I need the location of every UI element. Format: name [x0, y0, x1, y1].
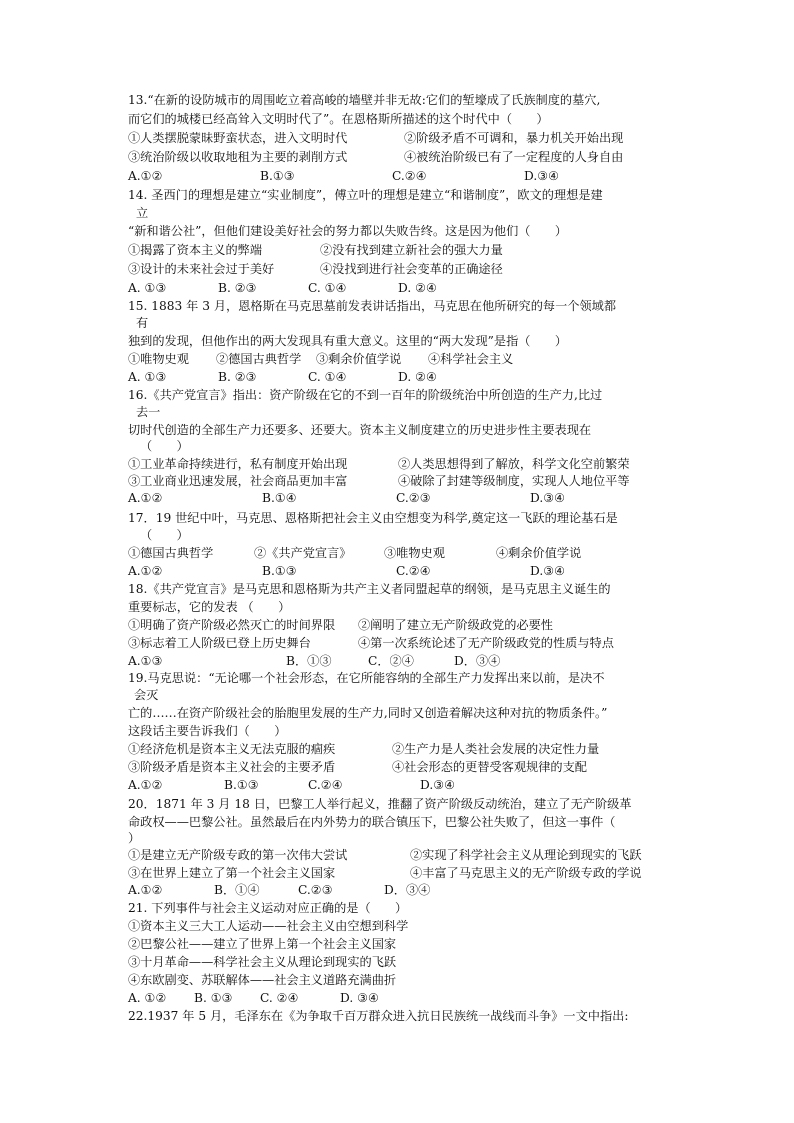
q19-choice-c: C.②④	[308, 778, 343, 792]
q13-item-2: ②阶级矛盾不可调和，暴力机关开始出现	[404, 131, 624, 145]
q18-item-2: ②阐明了建立无产阶级政党的必要性	[358, 618, 553, 632]
q19-items-row-2	[128, 758, 587, 776]
q13-stem-line-1: 13.“在新的设防城市的周围屹立着高峻的墙壁并非无故:它们的堑壕成了氏族制度的墓穴,	[128, 93, 601, 107]
q15-items-row	[128, 350, 513, 368]
q13-item-3: ③统治阶级以收取地租为主要的剥削方式	[128, 150, 348, 164]
q19-item-3: ③阶级矛盾是资本主义社会的主要矛盾	[128, 760, 336, 774]
q18-choice-d: D．③④	[454, 654, 501, 668]
q19-stem-line-2: 会灭	[134, 688, 159, 702]
q19-item-4: ④社会形态的更替受客观规律的支配	[392, 760, 587, 774]
q21-choices	[128, 989, 379, 1007]
q20-item-1: ①是建立无产阶级专政的第一次伟大尝试	[128, 848, 348, 862]
q20-choices	[128, 881, 430, 899]
q17-choice-d: D.③④	[530, 564, 566, 578]
q15-item-1: ①唯物史观	[128, 352, 189, 366]
q14-choice-b: B. ②③	[218, 281, 257, 295]
q19-choice-d: D.③④	[420, 778, 456, 792]
q15-stem-line-1: 15. 1883 年 3 月，恩格斯在马克思墓前发表讲话指出，马克思在他所研究的每一个领域都	[128, 299, 617, 313]
q17-choice-b: B.①③	[262, 564, 297, 578]
q20-items-row-2	[128, 864, 642, 882]
q14-item-4: ④没找到进行社会变革的正确途径	[320, 262, 503, 276]
q15-choices	[128, 368, 437, 386]
q18-choice-c: C．②④	[368, 654, 414, 668]
q21-item-4: ④东欧剧变、苏联解体——社会主义道路充满曲折	[128, 973, 397, 987]
q14-stem-line-3: “新和谐公社”，但他们建设美好社会的努力都以失败告终。这是因为他们（ ）	[128, 224, 568, 238]
q16-stem-line-4: （ ）	[140, 439, 189, 453]
q17-stem-line-1: 17．19 世纪中叶，马克思、恩格斯把社会主义由空想变为科学,奠定这一飞跃的理论基石是	[128, 511, 618, 525]
q16-choice-d: D.③④	[530, 491, 566, 505]
q17-item-3: ③唯物史观	[384, 546, 445, 560]
q17-stem-line-2: （ ）	[140, 528, 189, 542]
q19-choice-b: B.①③	[224, 778, 259, 792]
q16-stem-line-2: 去一	[136, 405, 161, 419]
q19-stem-line-1: 19.马克思说：“无论哪一个社会形态，在它所能容纳的全部生产力发挥出来以前，是决不	[128, 671, 605, 685]
q14-item-2: ②没有找到建立新社会的强大力量	[320, 243, 503, 257]
q18-items-row-1	[128, 616, 553, 634]
q14-stem-line-2: 立	[136, 206, 149, 220]
q15-choice-c: C. ①④	[308, 370, 347, 384]
q14-item-3: ③设计的未来社会过于美好	[128, 262, 275, 276]
q18-items-row-2	[128, 634, 614, 652]
q13-item-4: ④被统治阶级已有了一定程度的人身自由	[404, 150, 624, 164]
q22-stem-line-1: 22.1937 年 5 月，毛泽东在《为争取千百万群众进入抗日民族统一战线而斗争》一文中指出:	[128, 1009, 629, 1023]
q15-choice-a: A. ①③	[128, 370, 167, 384]
q19-choices	[128, 776, 455, 794]
q16-choice-a: A.①②	[128, 491, 163, 505]
q20-choice-c: C.②③	[298, 883, 333, 897]
q17-choice-a: A.①②	[128, 564, 163, 578]
q15-item-3: ③剩余价值学说	[316, 352, 402, 366]
q20-items-row-1	[128, 846, 642, 864]
q13-item-1: ①人类摆脱蒙昧野蛮状态，进入文明时代	[128, 131, 348, 145]
q20-item-2: ②实现了科学社会主义从理论到现实的飞跃	[410, 848, 642, 862]
q18-item-1: ①明确了资产阶级必然灭亡的时间界限	[128, 618, 336, 632]
q15-stem-line-2: 有	[136, 316, 149, 330]
q19-items-row-1	[128, 740, 599, 758]
q17-items-row	[128, 544, 581, 562]
q14-choices	[128, 279, 437, 297]
q15-choice-b: B. ②③	[218, 370, 257, 384]
q20-stem-line-2: 命政权——巴黎公社。虽然最后在内外势力的联合镇压下，巴黎公社失败了，但这一事件（	[128, 815, 616, 829]
q13-choice-a: A.①②	[128, 169, 163, 183]
q17-choices	[128, 562, 565, 580]
q20-item-4: ④丰富了马克思主义的无产阶级专政的学说	[410, 866, 642, 880]
q15-choice-d: D. ②④	[398, 370, 437, 384]
q21-choice-a: A. ①②	[128, 991, 167, 1005]
q20-choice-b: B．①④	[214, 883, 260, 897]
q13-items-row-2	[128, 148, 623, 166]
q16-stem-line-3: 切时代创造的全部生产力还要多、还要大。资本主义制度建立的历史进步性主要表现在	[128, 423, 592, 437]
q15-item-2: ②德国古典哲学	[216, 352, 302, 366]
q18-choice-a: A.①③	[128, 654, 163, 668]
q14-choice-d: D. ②④	[398, 281, 437, 295]
q20-choice-a: A.①②	[128, 883, 163, 897]
q16-choice-c: C.②③	[396, 491, 431, 505]
q19-choice-a: A.①②	[128, 778, 163, 792]
q16-item-4: ④破除了封建等级制度，实现人人地位平等	[398, 474, 630, 488]
q16-item-3: ③工业商业迅速发展，社会商品更加丰富	[128, 474, 348, 488]
q17-item-4: ④剩余价值学说	[496, 546, 582, 560]
q21-item-2: ②巴黎公社——建立了世界上第一个社会主义国家	[128, 937, 397, 951]
q21-choice-b: B. ①③	[194, 991, 233, 1005]
q14-stem-line-1: 14. 圣西门的理想是建立“实业制度”，傅立叶的理想是建立“和谐制度”，欧文的理想是建	[128, 188, 603, 202]
q18-choice-b: B．①③	[286, 654, 332, 668]
q17-choice-c: C.②④	[396, 564, 431, 578]
q13-choice-c: C.②④	[392, 169, 427, 183]
q14-items-row-1	[128, 241, 503, 259]
q16-items-row-1	[128, 455, 630, 473]
q13-stem-line-2: 而它们的城楼已经高耸入文明时代了”。在恩格斯所描述的这个时代中（ ）	[128, 112, 549, 126]
q14-item-1: ①揭露了资本主义的弊端	[128, 243, 263, 257]
q21-choice-d: D. ③④	[340, 991, 379, 1005]
q13-items-row-1	[128, 129, 623, 147]
q18-item-4: ④第一次系统论述了无产阶级政党的性质与特点	[358, 636, 614, 650]
q14-choice-a: A. ①③	[128, 281, 167, 295]
q18-stem-line-1: 18.《共产党宣言》是马克思和恩格斯为共产主义者同盟起草的纲领，是马克思主义诞生的	[128, 582, 611, 596]
q17-item-2: ②《共产党宣言》	[254, 546, 352, 560]
q19-stem-line-3: 亡的……在资产阶级社会的胎胞里发展的生产力,同时又创造着解决这种对抗的物质条件。”	[128, 706, 608, 720]
q20-stem-line-3: ）	[128, 831, 141, 845]
q14-items-row-2	[128, 260, 503, 278]
q16-choices	[128, 489, 565, 507]
q21-item-1: ①资本主义三大工人运动——社会主义由空想到科学	[128, 919, 409, 933]
q20-item-3: ③在世界上建立了第一个社会主义国家	[128, 866, 336, 880]
q18-stem-line-2: 重要标志，它的发表 （ ）	[128, 600, 291, 614]
q13-choices	[128, 167, 559, 185]
q16-choice-b: B.①④	[262, 491, 297, 505]
q20-stem-line-1: 20．1871 年 3 月 18 日，巴黎工人举行起义，推翻了资产阶级反动统治，建立了无产阶级革	[128, 797, 632, 811]
q21-item-3: ③十月革命——科学社会主义从理论到现实的飞跃	[128, 955, 397, 969]
q17-item-1: ①德国古典哲学	[128, 546, 214, 560]
q15-stem-line-3: 独到的发现，但他作出的两大发现具有重大意义。这里的“两大发现”是指（ ）	[128, 334, 568, 348]
q16-items-row-2	[128, 472, 630, 490]
q21-choice-c: C. ②④	[260, 991, 299, 1005]
q16-item-2: ②人类思想得到了解放，科学文化空前繁荣	[398, 457, 630, 471]
q21-stem-line-1: 21. 下列事件与社会主义运动对应正确的是（ ）	[128, 901, 408, 915]
q19-stem-line-4: 这段话主要告诉我们（ ）	[128, 724, 287, 738]
q16-stem-line-1: 16.《共产党宣言》指出：资产阶级在它的不到一百年的阶级统治中所创造的生产力,比过	[128, 388, 603, 402]
q19-item-2: ②生产力是人类社会发展的决定性力量	[392, 742, 600, 756]
q13-choice-b: B.①③	[260, 169, 295, 183]
q13-choice-d: D.③④	[524, 169, 560, 183]
q16-item-1: ①工业革命持续进行，私有制度开始出现	[128, 457, 348, 471]
q14-choice-c: C. ①④	[308, 281, 347, 295]
q18-choices	[128, 652, 500, 670]
q18-item-3: ③标志着工人阶级已登上历史舞台	[128, 636, 311, 650]
q20-choice-d: D．③④	[384, 883, 431, 897]
q15-item-4: ④科学社会主义	[428, 352, 514, 366]
q19-item-1: ①经济危机是资本主义无法克服的痼疾	[128, 742, 336, 756]
